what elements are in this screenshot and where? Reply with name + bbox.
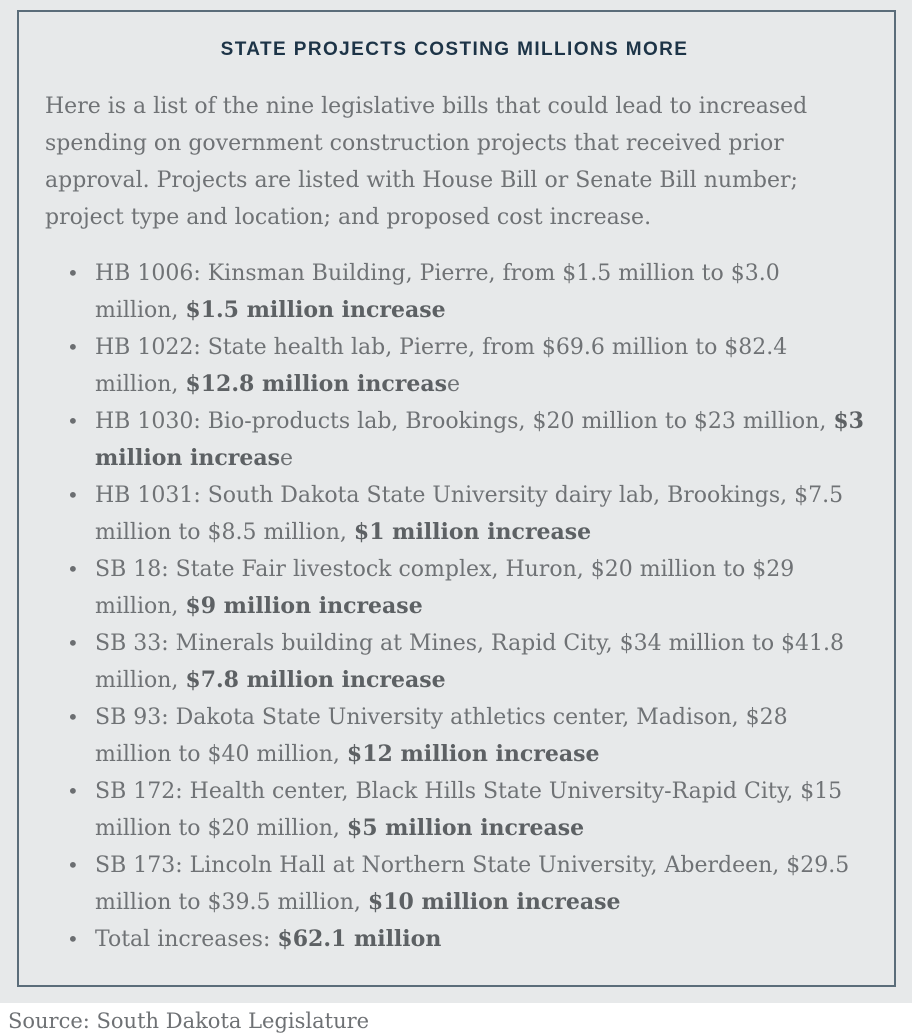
bill-item-suffix: e: [280, 446, 294, 471]
bill-item-text: HB 1022: State health lab, Pierre, from $69.6 million to $82.4 million,: [95, 335, 788, 397]
bill-item-text: SB 173: Lincoln Hall at Northern State University, Aberdeen, $29.5 million to $39.5 million,: [95, 853, 850, 915]
bill-list-item: [65, 847, 864, 921]
bill-item-text: HB 1006: Kinsman Building, Pierre, from $1.5 million to $3.0 million,: [95, 261, 780, 323]
bill-list-item: [65, 329, 864, 403]
infobox: [17, 10, 896, 987]
bill-list-item: [65, 699, 864, 773]
bill-item-text: SB 33: Minerals building at Mines, Rapid City, $34 million to $41.8 million,: [95, 631, 845, 693]
bullet-icon: •: [67, 409, 79, 433]
source-caption: Source: South Dakota Legislature: [0, 1003, 912, 1033]
bullet-icon: •: [67, 335, 79, 359]
bullet-icon: •: [67, 483, 79, 507]
bill-list-item: [65, 773, 864, 847]
bullet-icon: •: [67, 705, 79, 729]
bill-item-text: HB 1030: Bio-products lab, Brookings, $20 million to $23 million,: [95, 409, 834, 434]
bullet-icon: •: [67, 927, 79, 951]
bill-list-item: [65, 921, 864, 958]
bill-list-item: [65, 551, 864, 625]
bill-item-text: HB 1031: South Dakota State University dairy lab, Brookings, $7.5 million to $8.5 million,: [95, 483, 844, 545]
bullet-icon: •: [67, 853, 79, 877]
bill-list-item: [65, 625, 864, 699]
bill-item-text: SB 93: Dakota State University athletics center, Madison, $28 million to $40 million,: [95, 705, 788, 767]
infobox-title: STATE PROJECTS COSTING MILLIONS MORE: [220, 39, 689, 60]
bill-item-increase-bold: $3 million increas: [95, 408, 864, 471]
bill-item-increase-bold: $10 million increase: [367, 889, 621, 915]
bill-item-increase-bold: $12.8 million increas: [185, 371, 447, 397]
bill-item-increase-bold: $7.8 million increase: [185, 667, 446, 693]
bill-item-increase-bold: $62.1 million: [277, 926, 442, 952]
bill-item-suffix: e: [446, 372, 460, 397]
bill-item-increase-bold: $1.5 million increase: [185, 297, 446, 323]
bill-item-increase-bold: $1 million increase: [353, 519, 592, 545]
intro-paragraph: Here is a list of the nine legislative bills that could lead to increased spending on government construction projects that received prior approval. Projects are listed with House Bill or Senate Bill number; project type and location; and proposed cost increase.: [45, 94, 808, 230]
bill-list: [45, 255, 864, 958]
bill-item-increase-bold: $9 million increase: [185, 593, 423, 619]
bullet-icon: •: [67, 631, 79, 655]
bill-item-text: SB 172: Health center, Black Hills State University-Rapid City, $15 million to $20 million,: [95, 779, 843, 841]
bullet-icon: •: [67, 261, 79, 285]
bill-item-increase-bold: $12 million increase: [346, 741, 600, 767]
bill-list-item: [65, 477, 864, 551]
bill-list-item: [65, 255, 864, 329]
bullet-icon: •: [67, 779, 79, 803]
bill-item-increase-bold: $5 million increase: [346, 815, 585, 841]
bill-list-item: [65, 403, 864, 477]
bullet-icon: •: [67, 557, 79, 581]
bill-item-text: Total increases:: [95, 927, 278, 952]
bill-item-text: SB 18: State Fair livestock complex, Huron, $20 million to $29 million,: [95, 557, 795, 619]
